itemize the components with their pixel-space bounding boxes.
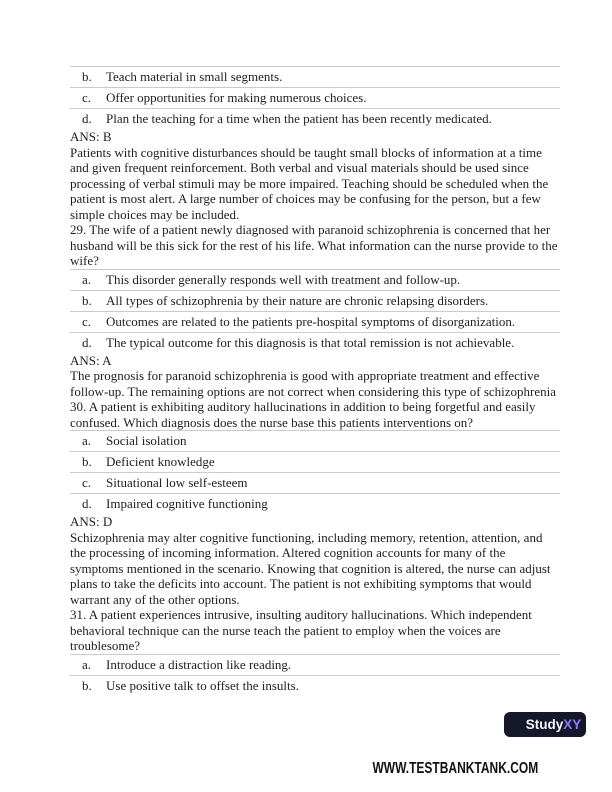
option-text: The typical outcome for this diagnosis is that total remission is not achievable. xyxy=(106,334,515,350)
answer-line-q29: ANS: A xyxy=(70,352,112,368)
option-row xyxy=(70,472,560,493)
option-text: Offer opportunities for making numerous choices. xyxy=(106,90,367,105)
site-url: WWW.TESTBANKTANK.COM xyxy=(372,759,538,778)
option-letter: d. xyxy=(82,334,92,350)
option-text: Outcomes are related to the patients pre-hospital symptoms of disorganization. xyxy=(106,313,516,329)
option-row xyxy=(70,87,560,108)
page-content xyxy=(70,66,560,696)
rationale-q28: Patients with cognitive disturbances should be taught small blocks of information at a time and given frequent reinforcement. Both verbal and visual materials should be used since processing of verbal stimuli may be more impaired. Teaching should be scheduled when the patient is most alert. A large number of choices may be confusing for the person, but a few simple choices may be included. xyxy=(70,144,549,222)
option-text: Situational low self-esteem xyxy=(106,475,248,490)
options-table-q29 xyxy=(70,269,560,353)
option-row xyxy=(70,493,560,514)
option-letter: a. xyxy=(82,656,92,672)
option-letter: b. xyxy=(82,454,92,469)
option-row xyxy=(70,430,560,451)
option-letter: d. xyxy=(82,496,92,511)
option-row xyxy=(70,290,560,311)
option-letter: c. xyxy=(82,90,92,105)
option-text: Introduce a distraction like reading. xyxy=(106,656,292,672)
option-letter: d. xyxy=(82,111,92,126)
option-text: Plan the teaching for a time when the patient has been recently medicated. xyxy=(106,111,492,126)
brand-text xyxy=(526,717,582,732)
rationale-q29: The prognosis for paranoid schizophrenia is good with appropriate treatment and effective follow-up. The remaining options are not correct when considering this type of schizophrenia xyxy=(70,368,557,399)
question-stem-q30: 30. A patient is exhibiting auditory hallucinations in addition to being forgetful and easily confused. Which diagnosis does the nurse base this patients interventions on? xyxy=(70,399,536,430)
options-table-q28 xyxy=(70,66,560,129)
answer-line-q30: ANS: D xyxy=(70,514,113,529)
option-letter: c. xyxy=(82,475,92,490)
option-text: All types of schizophrenia by their nature are chronic relapsing disorders. xyxy=(106,292,489,308)
brand-study-text: Study xyxy=(525,717,564,732)
rationale-q30: Schizophrenia may alter cognitive functioning, including memory, retention, attention, and the processing of incoming information. Altered cognition accounts for many of the symptoms mentioned in the scenario. Knowing that cognition is altered, the nurse can adjust plans to take the deficits into account. The patient is not exhibiting symptoms that would warrant any of the other options. xyxy=(70,529,551,607)
option-text: Teach material in small segments. xyxy=(106,69,283,84)
option-text: This disorder generally responds well with treatment and follow-up. xyxy=(106,271,461,287)
option-row xyxy=(70,311,560,332)
brand-xy-text: XY xyxy=(563,717,582,732)
option-row xyxy=(70,451,560,472)
option-letter: a. xyxy=(82,271,92,287)
option-row xyxy=(70,108,560,129)
option-row xyxy=(70,332,560,353)
studyxy-watermark-badge xyxy=(504,712,586,737)
plus-icon xyxy=(509,718,522,731)
options-table-q30 xyxy=(70,430,560,514)
options-table-q31 xyxy=(70,654,560,696)
option-letter: b. xyxy=(82,292,92,308)
option-text: Deficient knowledge xyxy=(106,454,215,469)
option-letter: b. xyxy=(82,69,92,84)
option-row xyxy=(70,654,560,675)
answer-line-q28: ANS: B xyxy=(70,129,112,144)
option-text: Social isolation xyxy=(106,433,187,448)
option-row xyxy=(70,675,560,696)
question-stem-q31: 31. A patient experiences intrusive, insulting auditory hallucinations. Which independent behavioral technique can the nurse teach the patient to employ when the voices are troublesome? xyxy=(70,607,532,653)
option-letter: a. xyxy=(82,433,92,448)
option-row xyxy=(70,269,560,290)
option-row xyxy=(70,66,560,87)
option-text: Use positive talk to offset the insults. xyxy=(106,677,299,693)
question-stem-q29: 29. The wife of a patient newly diagnosed with paranoid schizophrenia is concerned that her husband will be this sick for the rest of his life. What information can the nurse provide to the wife? xyxy=(70,222,558,268)
option-text: Impaired cognitive functioning xyxy=(106,496,268,511)
option-letter: c. xyxy=(82,313,92,329)
option-letter: b. xyxy=(82,677,92,693)
